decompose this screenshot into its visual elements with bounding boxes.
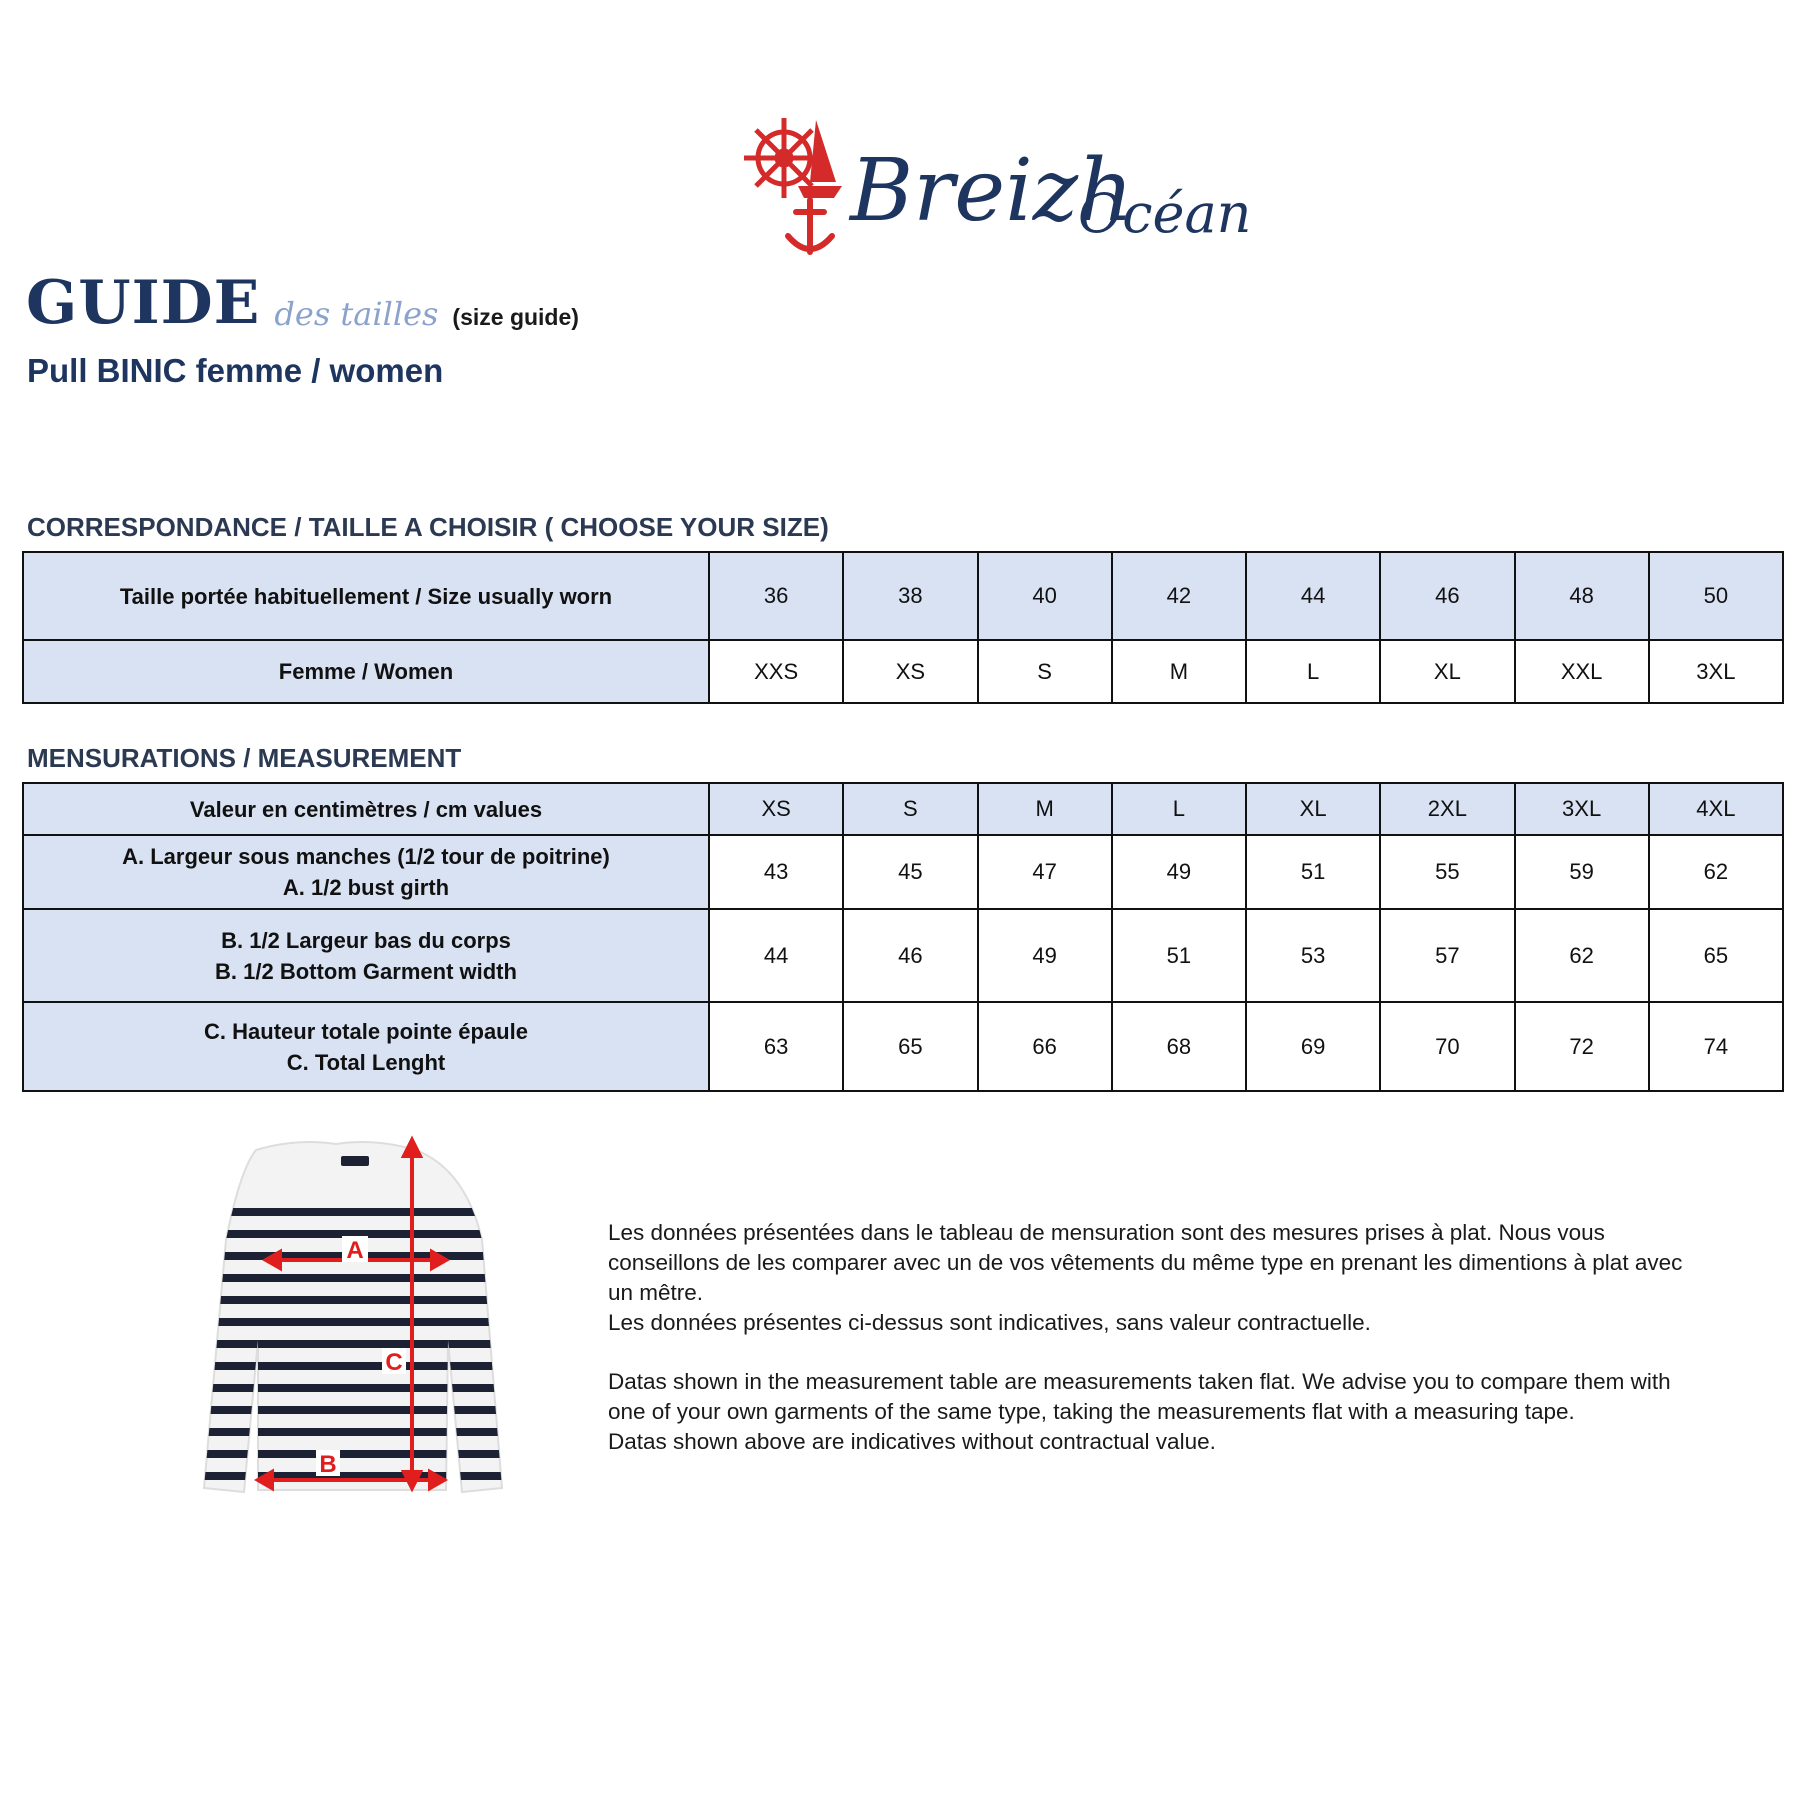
value-cell: 65: [1649, 909, 1783, 1002]
size-cell: XXS: [709, 640, 843, 703]
size-cell: 38: [843, 552, 977, 640]
value-cell: 57: [1380, 909, 1514, 1002]
size-cell: XL: [1246, 783, 1380, 835]
guide-title-sub: (size guide): [452, 304, 579, 330]
size-cell: 48: [1515, 552, 1649, 640]
measurement-title: MENSURATIONS / MEASUREMENT: [27, 743, 462, 773]
value-cell: 46: [843, 909, 977, 1002]
svg-text:Breizh: Breizh: [850, 141, 1134, 241]
note-fr-1: Les données présentées dans le tableau de mensuration sont des mesures prises à plat. Nous vous conseillons de les comparer avec un de vos vêtements du même type en prenant les dimentions à plat avec un mêtre.: [608, 1220, 1683, 1305]
sweater-diagram: [196, 1130, 516, 1510]
sweater-stripe: [196, 1362, 516, 1370]
size-cell: 2XL: [1380, 783, 1514, 835]
sweater-stripe: [196, 1450, 516, 1458]
sweater-stripe: [196, 1318, 516, 1326]
value-cell: 49: [1112, 835, 1246, 909]
table-row: [23, 640, 1783, 703]
row-label: [23, 835, 709, 909]
size-cell: XS: [709, 783, 843, 835]
measurement-table: [22, 782, 1784, 1092]
row-label: [23, 909, 709, 1002]
notes: [608, 1218, 1708, 1457]
table-row: [23, 909, 1783, 1002]
value-cell: 63: [709, 1002, 843, 1091]
size-cell: L: [1246, 640, 1380, 703]
table-row: [23, 783, 1783, 835]
value-cell: 62: [1515, 909, 1649, 1002]
sweater-stripe: [196, 1428, 516, 1436]
size-cell: XL: [1380, 640, 1514, 703]
sweater-stripe: [196, 1296, 516, 1304]
note-en-1: Datas shown in the measurement table are measurements taken flat. We advise you to compare them with one of your own garments of the same type, taking the measurements flat with a measuring tape.: [608, 1369, 1671, 1424]
sweater-stripe: [196, 1274, 516, 1282]
size-cell: S: [843, 783, 977, 835]
value-cell: 55: [1380, 835, 1514, 909]
size-cell: 42: [1112, 552, 1246, 640]
value-cell: 51: [1112, 909, 1246, 1002]
table-row: [23, 835, 1783, 909]
value-cell: 47: [978, 835, 1112, 909]
ship-wheel-anchor-icon: [738, 112, 1250, 272]
value-cell: 74: [1649, 1002, 1783, 1091]
size-cell: M: [978, 783, 1112, 835]
table-row: [23, 552, 1783, 640]
marker-c: C: [385, 1349, 403, 1376]
sweater-stripe: [196, 1406, 516, 1414]
row-label-fr: B. 1/2 Largeur bas du corps: [221, 927, 511, 953]
value-cell: 68: [1112, 1002, 1246, 1091]
value-cell: 53: [1246, 909, 1380, 1002]
sweater-stripe: [196, 1384, 516, 1392]
table-row: [23, 1002, 1783, 1091]
value-cell: 62: [1649, 835, 1783, 909]
striped-sweater-icon: [196, 1130, 516, 1510]
correspondence-table: [22, 551, 1784, 704]
row-label-en: B. 1/2 Bottom Garment width: [215, 958, 517, 984]
row-label-en: C. Total Lenght: [286, 1049, 446, 1075]
size-cell: L: [1112, 783, 1246, 835]
row-label-fr: A. Largeur sous manches (1/2 tour de poitrine): [122, 844, 610, 869]
value-cell: 66: [978, 1002, 1112, 1091]
row-label-fr: C. Hauteur totale pointe épaule: [204, 1018, 528, 1044]
value-cell: 44: [709, 909, 843, 1002]
value-cell: 70: [1380, 1002, 1514, 1091]
size-cell: 46: [1380, 552, 1514, 640]
value-cell: 49: [978, 909, 1112, 1002]
row-label: [23, 1002, 709, 1091]
size-cell: M: [1112, 640, 1246, 703]
value-cell: 65: [843, 1002, 977, 1091]
value-cell: 59: [1515, 835, 1649, 909]
row-label: Taille portée habituellement / Size usually worn: [23, 552, 709, 640]
size-cell: 3XL: [1649, 640, 1783, 703]
size-cell: S: [978, 640, 1112, 703]
guide-title-script: des tailles: [274, 295, 439, 333]
row-label: Femme / Women: [23, 640, 709, 703]
size-cell: 36: [709, 552, 843, 640]
product-title: Pull BINIC femme / women: [27, 352, 444, 389]
correspondence-title: CORRESPONDANCE / TAILLE A CHOISIR ( CHOOSE YOUR SIZE): [27, 512, 829, 542]
size-cell: XXL: [1515, 640, 1649, 703]
size-cell: 44: [1246, 552, 1380, 640]
size-cell: 40: [978, 552, 1112, 640]
svg-text:Océan: Océan: [1078, 182, 1250, 245]
value-cell: 45: [843, 835, 977, 909]
size-cell: 50: [1649, 552, 1783, 640]
row-label-en: A. 1/2 bust girth: [282, 875, 450, 900]
marker-b: B: [319, 1451, 337, 1478]
value-cell: 51: [1246, 835, 1380, 909]
sweater-stripe: [196, 1208, 516, 1216]
row-label: Valeur en centimètres / cm values: [23, 783, 709, 835]
value-cell: 43: [709, 835, 843, 909]
guide-title: [26, 268, 579, 338]
size-cell: 3XL: [1515, 783, 1649, 835]
value-cell: 72: [1515, 1002, 1649, 1091]
sweater-stripe: [196, 1340, 516, 1348]
value-cell: 69: [1246, 1002, 1380, 1091]
note-en-2: Datas shown above are indicatives without contractual value.: [608, 1429, 1216, 1454]
note-fr-2: Les données présentes ci-dessus sont indicatives, sans valeur contractuelle.: [608, 1310, 1371, 1335]
guide-title-word: GUIDE: [26, 268, 261, 338]
size-cell: 4XL: [1649, 783, 1783, 835]
marker-a: A: [346, 1237, 364, 1264]
brand-logo: [738, 112, 1250, 272]
size-cell: XS: [843, 640, 977, 703]
